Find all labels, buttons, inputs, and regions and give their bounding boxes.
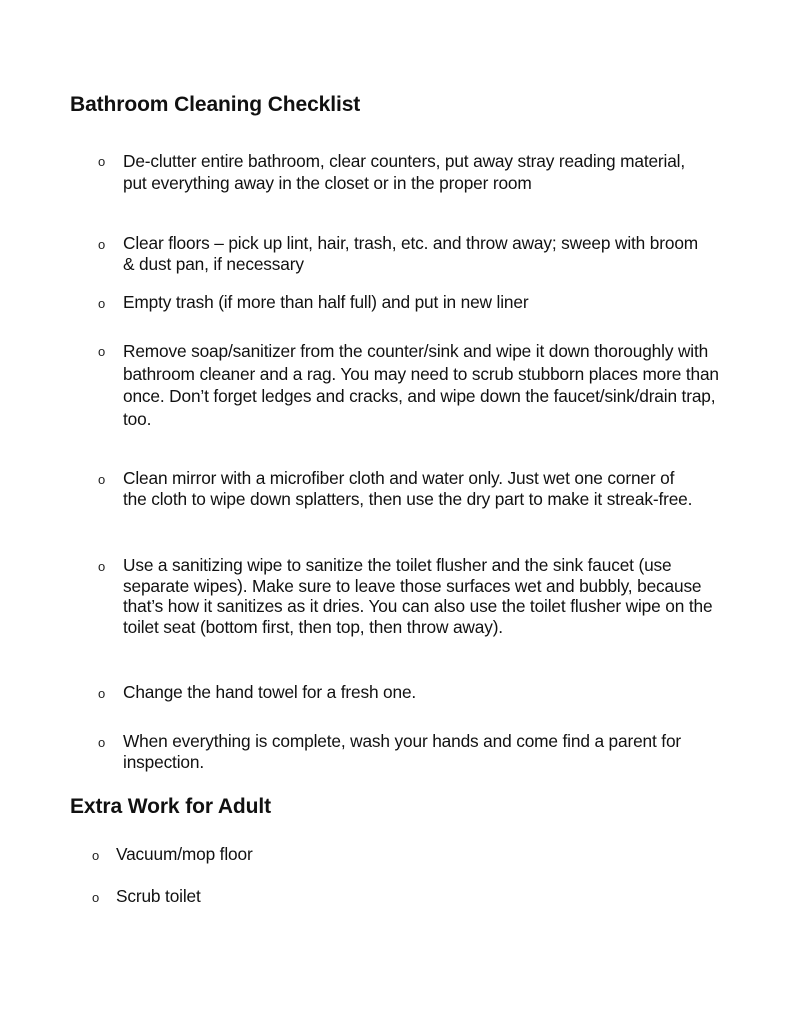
checklist-item xyxy=(92,844,732,866)
checklist-item-text: When everything is complete, wash your hands and come find a parent for inspection. xyxy=(123,731,682,772)
checklist-item xyxy=(98,731,738,772)
checklist-item xyxy=(98,468,738,509)
hollow-bullet-icon: o xyxy=(98,559,106,574)
checklist-item xyxy=(98,292,738,314)
checklist-item-text: Remove soap/sanitizer from the counter/sink and wipe it down thoroughly with bathroom cleaner and a rag. You may need to scrub stubborn places more than once. Don’t forget ledges and cracks, and wipe down the faucet/sink/drain trap, too. xyxy=(123,341,719,429)
checklist-item-text: Clean mirror with a microfiber cloth and water only. Just wet one corner of the cloth to wipe down splatters, then use the dry part to make it streak-free. xyxy=(123,468,693,509)
checklist-item-text: Empty trash (if more than half full) and put in new liner xyxy=(123,292,529,312)
checklist-item-text: Change the hand towel for a fresh one. xyxy=(123,682,417,702)
hollow-bullet-icon: o xyxy=(98,237,106,252)
checklist-item-text: Use a sanitizing wipe to sanitize the toilet flusher and the sink faucet (use separate wipes). Make sure to leave those surfaces wet and bubbly, because that’s how it sanitizes as it dries. You can also use the toilet flusher wipe on the toilet seat (bottom first, then top, then throw away). xyxy=(123,555,713,637)
checklist-item-text: Clear floors – pick up lint, hair, trash, etc. and throw away; sweep with broom & dust pan, if necessary xyxy=(123,233,699,274)
hollow-bullet-icon: o xyxy=(98,344,106,359)
checklist-item-text: De-clutter entire bathroom, clear counters, put away stray reading material, put everything away in the closet or in the proper room xyxy=(123,151,686,193)
section-title-bathroom-checklist: Bathroom Cleaning Checklist xyxy=(70,93,361,116)
section-title-extra-work: Extra Work for Adult xyxy=(70,795,272,818)
hollow-bullet-icon: o xyxy=(98,472,106,487)
hollow-bullet-icon: o xyxy=(98,686,106,701)
checklist-item xyxy=(92,886,732,908)
checklist-item xyxy=(98,233,738,274)
hollow-bullet-icon: o xyxy=(98,154,106,169)
checklist-item xyxy=(98,340,738,430)
checklist-item xyxy=(98,555,738,637)
checklist-item-text: Scrub toilet xyxy=(116,886,201,906)
checklist-item xyxy=(98,682,738,704)
hollow-bullet-icon: o xyxy=(92,848,100,863)
checklist-item-text: Vacuum/mop floor xyxy=(116,844,253,864)
hollow-bullet-icon: o xyxy=(92,890,100,905)
hollow-bullet-icon: o xyxy=(98,296,106,311)
checklist-item xyxy=(98,150,738,194)
hollow-bullet-icon: o xyxy=(98,735,106,750)
